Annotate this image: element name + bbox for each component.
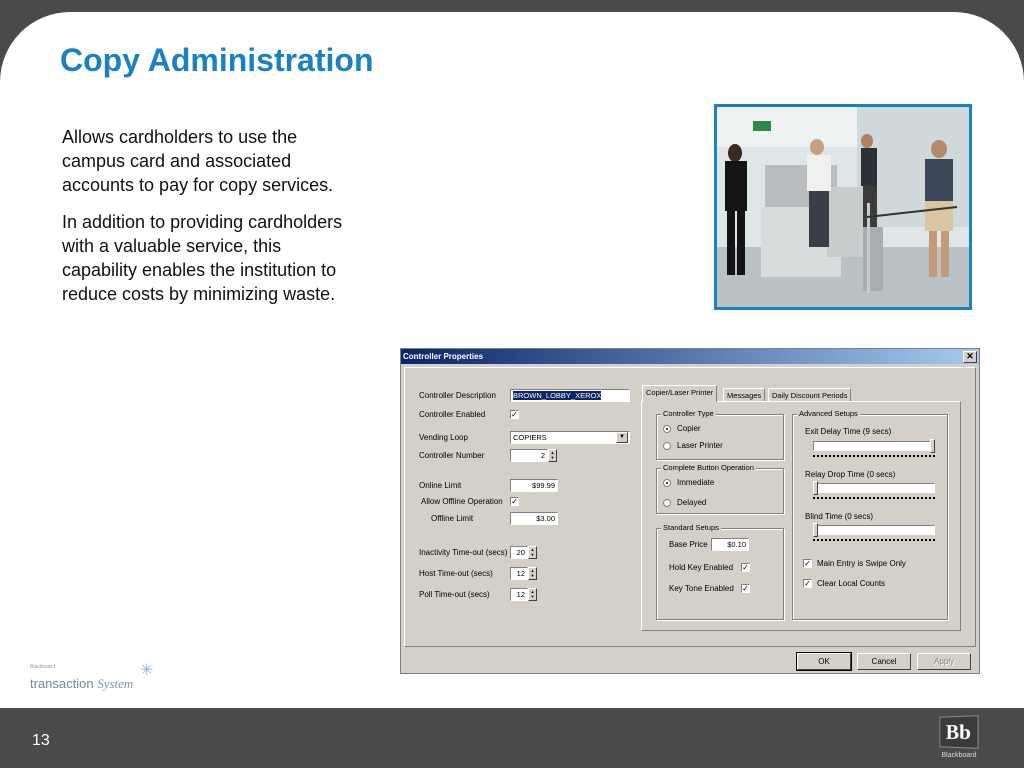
key-tone-label: Key Tone Enabled — [669, 584, 734, 593]
controller-properties-dialog — [400, 348, 980, 674]
relay-drop-slider[interactable] — [813, 483, 935, 493]
exit-delay-label: Exit Delay Time (9 secs) — [805, 427, 892, 436]
vending-loop-label: Vending Loop — [419, 433, 468, 442]
host-timeout-spinner[interactable]: ▲ ▼ — [528, 567, 537, 580]
inactivity-timeout-spinner[interactable]: ▲ ▼ — [528, 546, 537, 559]
relay-drop-ticks — [813, 497, 935, 502]
blind-time-slider[interactable] — [813, 525, 935, 535]
bb-mark: Bb — [939, 715, 978, 749]
dialog-title: Controller Properties — [403, 352, 484, 361]
controller-type-group — [656, 409, 784, 460]
tab-daily-discount-periods[interactable]: Daily Discount Periods — [768, 388, 851, 402]
slide-canvas — [0, 12, 1024, 708]
clear-counts-checkbox[interactable]: ✓ — [804, 579, 811, 588]
online-limit-label: Online Limit — [419, 481, 462, 490]
controller-description-value: BROWN_LOBBY_XEROX — [513, 391, 602, 400]
standard-setups-title: Standard Setups — [663, 523, 719, 532]
cancel-button[interactable]: Cancel — [857, 653, 911, 670]
standard-setups-group — [656, 523, 784, 620]
slide-title: Copy Administration — [60, 42, 374, 78]
poll-timeout-label: Poll Time-out (secs) — [419, 590, 490, 599]
hold-key-label: Hold Key Enabled — [669, 563, 734, 572]
key-tone-checkbox[interactable]: ✓ — [742, 584, 749, 593]
allow-offline-checkbox[interactable]: ✓ — [511, 497, 518, 506]
footer-logo-word: transaction — [30, 676, 94, 691]
controller-number-spinner[interactable]: ▲ ▼ — [548, 449, 557, 462]
hold-key-checkbox[interactable]: ✓ — [742, 563, 749, 572]
radio-immediate-label: Immediate — [677, 478, 715, 487]
controller-description-label: Controller Description — [419, 391, 496, 400]
inactivity-timeout-label: Inactivity Time-out (secs) — [419, 548, 508, 557]
exit-delay-slider[interactable] — [813, 441, 935, 451]
inactivity-timeout-input[interactable]: 20 — [510, 546, 528, 559]
radio-delayed-label: Delayed — [677, 498, 707, 507]
blackboard-logo — [935, 716, 983, 766]
dialog-titlebar — [401, 349, 979, 364]
footer-logo-main — [30, 676, 133, 692]
blind-time-slider-thumb[interactable] — [813, 523, 818, 537]
complete-button-group — [656, 463, 784, 514]
apply-button[interactable]: Apply — [917, 653, 971, 670]
chevron-down-icon[interactable]: ▼ — [616, 432, 628, 443]
tab-content — [641, 401, 961, 631]
relay-drop-label: Relay Drop Time (0 secs) — [805, 470, 896, 479]
slide-body — [62, 125, 352, 319]
controller-enabled-checkbox[interactable]: ✓ — [511, 410, 518, 419]
page-number: 13 — [32, 732, 50, 749]
main-entry-checkbox[interactable]: ✓ — [804, 559, 811, 568]
paragraph-1: Allows cardholders to use the campus card and associated accounts to pay for copy services. — [62, 127, 334, 195]
controller-number-input[interactable]: 2 — [510, 449, 548, 462]
radio-immediate[interactable] — [663, 479, 671, 487]
radio-laser-printer[interactable] — [663, 442, 671, 450]
relay-drop-slider-thumb[interactable] — [813, 481, 818, 495]
paragraph-2: In addition to providing cardholders with a valuable service, this capability enables the institution to reduce costs by minimizing waste. — [62, 212, 343, 304]
base-price-label: Base Price — [669, 540, 708, 549]
controller-number-label: Controller Number — [419, 451, 485, 460]
footer-logo-italic: System — [97, 676, 134, 691]
exit-delay-ticks — [813, 455, 935, 460]
radio-delayed[interactable] — [663, 499, 671, 507]
tab-messages[interactable]: Messages — [723, 388, 765, 402]
bb-logo-text: Blackboard — [941, 752, 977, 759]
allow-offline-label: Allow Offline Operation — [421, 497, 503, 506]
poll-timeout-input[interactable]: 12 — [510, 588, 528, 601]
exit-delay-slider-thumb[interactable] — [930, 439, 935, 453]
advanced-setups-group — [792, 409, 948, 620]
main-entry-label: Main Entry is Swipe Only — [817, 559, 906, 568]
poll-timeout-spinner[interactable]: ▲ ▼ — [528, 588, 537, 601]
footer-logo-small: Blackboard — [30, 664, 56, 670]
controller-enabled-label: Controller Enabled — [419, 410, 486, 419]
vending-loop-value: COPIERS — [513, 433, 547, 442]
tab-copier-laser-printer[interactable]: Copier/Laser Printer — [642, 385, 717, 402]
offline-limit-input[interactable]: $3.00 — [510, 512, 558, 525]
ok-button[interactable]: OK — [797, 653, 851, 670]
complete-button-title: Complete Button Operation — [663, 463, 754, 472]
copy-center-photo — [714, 104, 972, 310]
close-icon[interactable]: ✕ — [963, 351, 977, 363]
transaction-system-logo — [30, 664, 170, 704]
star-icon: ✳ — [140, 662, 154, 679]
advanced-setups-title: Advanced Setups — [799, 409, 858, 418]
radio-copier-label: Copier — [677, 424, 701, 433]
host-timeout-label: Host Time-out (secs) — [419, 569, 493, 578]
offline-limit-label: Offline Limit — [431, 514, 474, 523]
controller-description-input[interactable] — [510, 389, 630, 402]
radio-copier[interactable] — [663, 425, 671, 433]
dialog-panel — [404, 367, 976, 647]
host-timeout-input[interactable]: 12 — [510, 567, 528, 580]
base-price-input[interactable]: $0.10 — [711, 538, 749, 551]
clear-counts-label: Clear Local Counts — [817, 579, 886, 588]
vending-loop-select[interactable] — [510, 431, 630, 444]
radio-laser-printer-label: Laser Printer — [677, 441, 723, 450]
blind-time-label: Blind Time (0 secs) — [805, 512, 874, 521]
blind-time-ticks — [813, 539, 935, 544]
controller-type-title: Controller Type — [663, 409, 714, 418]
online-limit-input[interactable]: $99.99 — [510, 479, 558, 492]
